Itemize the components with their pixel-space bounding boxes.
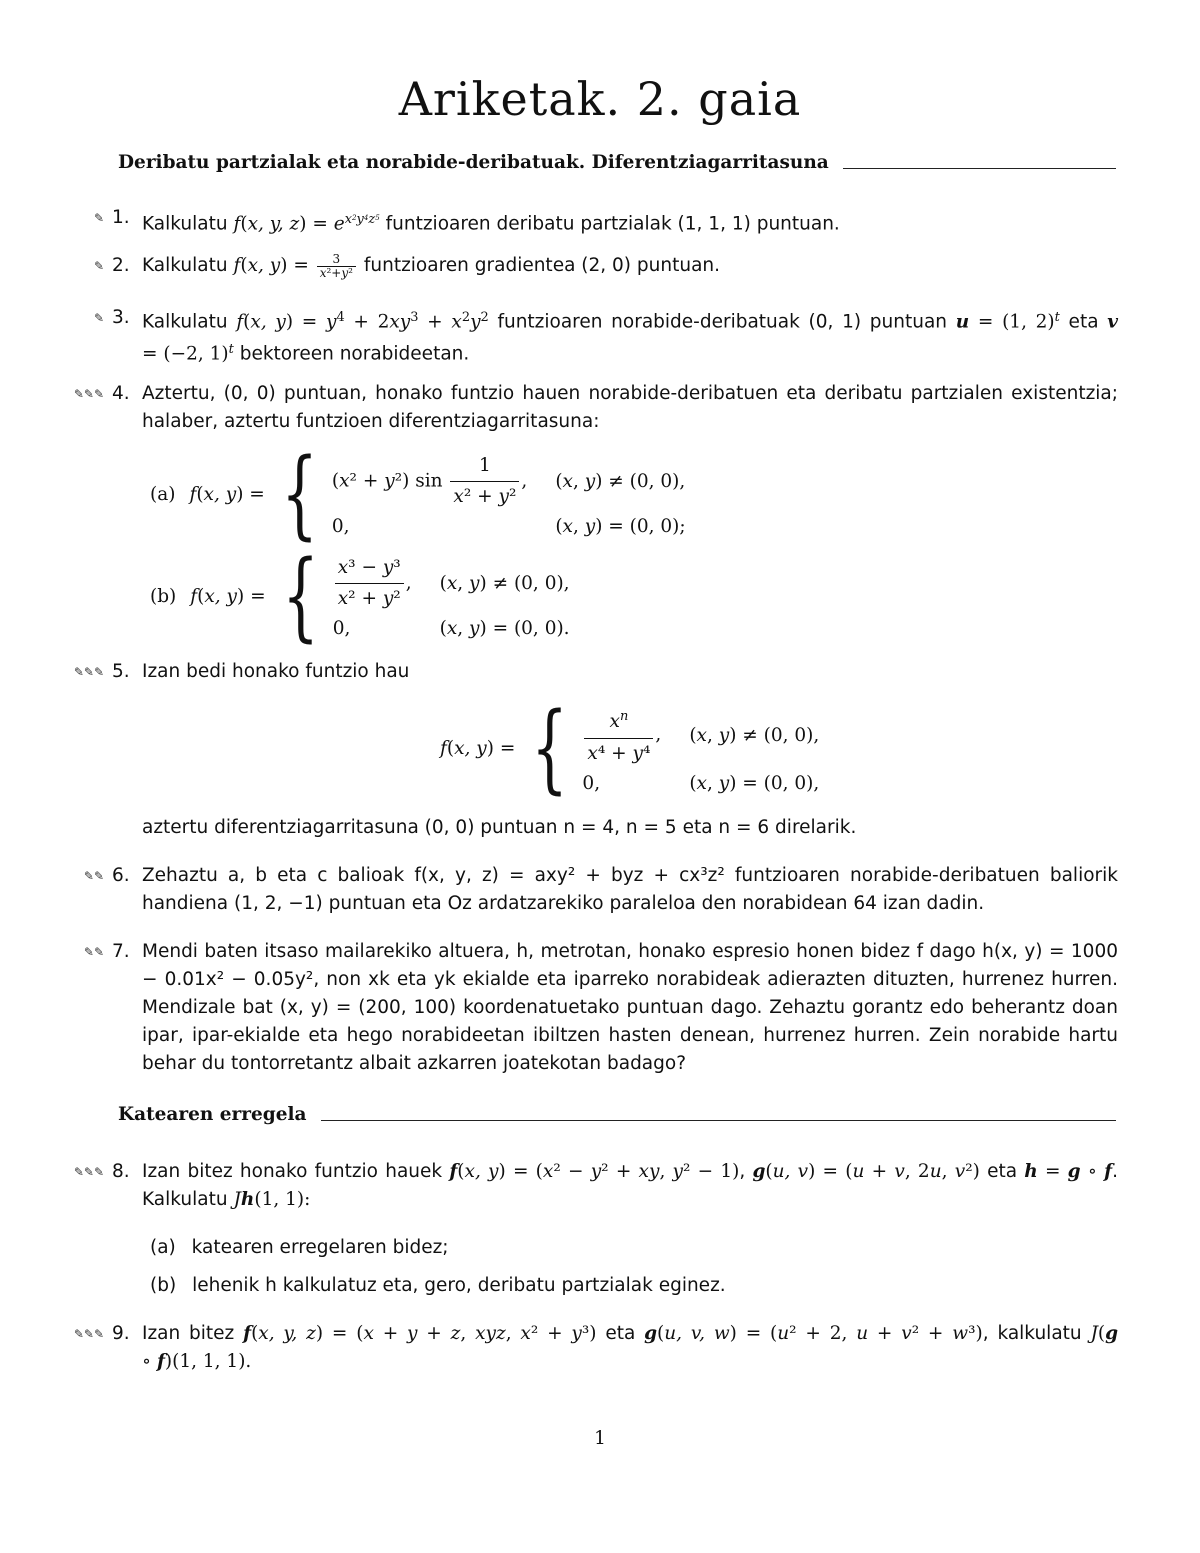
fraction: $\frac{3}{\text{x²+y²}}$ bbox=[317, 253, 356, 280]
difficulty-pencil-icon: ✎ bbox=[93, 259, 104, 273]
exercise-text: Kalkulatu bbox=[142, 311, 237, 333]
exercise-number: 7. bbox=[112, 941, 130, 962]
item-label: (a) bbox=[150, 483, 176, 505]
formula: f bbox=[233, 213, 241, 235]
exercise-8-item-a bbox=[150, 1234, 1110, 1262]
exercise-text: Kalkulatu bbox=[142, 255, 234, 276]
item-text: katearen erregelaren bidez; bbox=[191, 1237, 449, 1258]
difficulty-pencil-icon: ✎✎✎ bbox=[73, 1327, 104, 1341]
exercise-9 bbox=[60, 1320, 1118, 1376]
exercise-number: 5. bbox=[112, 661, 130, 682]
exercise-number: 3. bbox=[112, 307, 130, 328]
page-number: 1 bbox=[594, 1428, 606, 1449]
section-heading-derivatives bbox=[118, 152, 1116, 173]
difficulty-pencil-icon: ✎✎ bbox=[83, 945, 104, 959]
exercise-8 bbox=[60, 1158, 1118, 1214]
difficulty-pencil-icon: ✎✎✎ bbox=[73, 665, 104, 679]
exercise-5-continuation bbox=[142, 814, 1118, 842]
section-heading-chain-rule bbox=[118, 1104, 1116, 1125]
difficulty-pencil-icon: ✎✎✎ bbox=[73, 1165, 104, 1179]
piecewise-function-b: (b) f ( x, y ) = { $\frac{\text{x³ − y³}}{\text{x² + y²}}$ , (x, y) ≠ (0, 0), 0, (x, y) = (0, 0). bbox=[150, 540, 570, 652]
exercise-text: aztertu diferentziagarritasuna (0, 0) puntuan n = 4, n = 5 eta n = 6 direlarik. bbox=[142, 817, 857, 838]
exercise-1: ✎ 1. Kalkulatu f(x, y, $z) = e^{x^2y^4z^5}$ funtzioaren deribatu partzialak (1, 1, 1) puntuan. bbox=[60, 204, 1118, 238]
page-title: Ariketak. 2. gaia bbox=[398, 72, 802, 126]
exercise-text: bektoreen norabideetan. bbox=[233, 343, 470, 365]
item-label: (b) bbox=[150, 1275, 177, 1296]
exercise-2: ✎ 2. Kalkulatu f(x, y) = $\frac{3}{\text{x²+y²}}$ funtzioaren gradientea (2, 0) puntuan. bbox=[60, 252, 1118, 280]
section-rule bbox=[843, 168, 1116, 169]
item-label: (b) bbox=[150, 585, 177, 607]
exercise-7 bbox=[60, 938, 1118, 1078]
piecewise-function-a: (a) f ( x, y ) = { (x² + y²) sin $\frac{1}{\text{x² + y²}}$ , (x, y) ≠ (0, 0), 0, (x, y) = (0, 0); bbox=[150, 438, 686, 550]
exercise-5 bbox=[60, 658, 1118, 686]
exercise-number: 1. bbox=[112, 207, 130, 228]
section-rule bbox=[321, 1120, 1116, 1121]
exercise-number: 6. bbox=[112, 865, 130, 886]
exercise-text: Izan bedi honako funtzio hau bbox=[142, 661, 410, 682]
exercise-4 bbox=[60, 380, 1118, 436]
difficulty-pencil-icon: ✎ bbox=[93, 311, 104, 325]
exercise-8-item-b bbox=[150, 1272, 1110, 1300]
item-label: (a) bbox=[150, 1237, 176, 1258]
exercise-text: funtzioaren norabide-deribatuak (0, 1) puntuan bbox=[488, 311, 956, 333]
exercise-number: 8. bbox=[112, 1161, 130, 1182]
difficulty-pencil-icon: ✎✎ bbox=[83, 869, 104, 883]
exercise-text: Aztertu, (0, 0) puntuan, honako funtzio hauen norabide-deribatuen eta deribatu partzialen existentzia; halaber, aztertu funtzioen diferentziagarritasuna: bbox=[142, 383, 1118, 432]
exercise-number: 9. bbox=[112, 1323, 130, 1344]
item-text: lehenik h kalkulatuz eta, gero, deribatu partzialak eginez. bbox=[192, 1275, 726, 1296]
section-title: Deribatu partzialak eta norabide-deribatuak. Diferentziagarritasuna bbox=[118, 152, 829, 173]
difficulty-pencil-icon: ✎ bbox=[93, 211, 104, 225]
section-title: Katearen erregela bbox=[118, 1104, 307, 1125]
exercise-text: Mendi baten itsaso mailarekiko altuera, h, metrotan, honako espresio honen bidez f dago h(x, y) = 1000 − 0.01x² − 0.05y², non xk eta yk ekialde eta iparreko norabideak adierazten dituzten, hurrenez hurren. Mendizale bat (x, y) = (200, 100) koordenatuetako puntuan dago. Zehaztu gorantz edo beherantz doan ipar, ipar-ekialde eta hego norabideetan ibiltzen hasten denean, hurrenez hurren. Zein norabide hartu behar du tontorretantz albait azkarren joatekotan badago? bbox=[142, 941, 1118, 1074]
piecewise-function-5: f ( x, y ) = { $\frac{x^n}{\text{x⁴ + y⁴}}$ , (x, y) ≠ (0, 0), 0, (x, y) = (0, 0), bbox=[440, 692, 820, 804]
exercise-6 bbox=[60, 862, 1118, 918]
exercise-text: funtzioaren gradientea (2, 0) puntuan. bbox=[357, 255, 721, 276]
exercise-text: Izan bitez f(x, y, z) = (x + y + z, xyz, x² + y³) eta g(u, v, w) = (u² + 2, u + v² + w³), kalkulatu J(g ∘ f)(1, 1, 1). bbox=[142, 1323, 1119, 1372]
exercise-text: Kalkulatu bbox=[142, 213, 234, 235]
exercise-number: 4. bbox=[112, 383, 130, 404]
exercise-3: ✎ 3. Kalkulatu f(x, $y) = y^4 + 2xy^3 + x^2y^2$ funtzioaren norabide-deribatuak (0, 1) puntuan u = (1, 2)$^t$ eta v = (−2, 1)$^t$ bektoreen norabideetan. bbox=[60, 304, 1118, 369]
exercise-text: funtzioaren deribatu partzialak (1, 1, 1) puntuan. bbox=[379, 213, 840, 235]
exercise-text: Zehaztu a, b eta c balioak f(x, y, z) = axy² + byz + cx³z² funtzioaren norabide-deribatuen baliorik handiena (1, 2, −1) puntuan eta Oz ardatzarekiko paraleloa den norabidean 64 izan dadin. bbox=[142, 865, 1118, 914]
difficulty-pencil-icon: ✎✎✎ bbox=[73, 387, 104, 401]
exercise-number: 2. bbox=[112, 255, 130, 276]
exercise-text: Izan bitez honako funtzio hauek f(x, y) = (x² − y² + xy, y² − 1), g(u, v) = (u + v, 2u, v²) eta h = g ∘ f. Kalkulatu Jh(1, 1): bbox=[142, 1161, 1118, 1210]
